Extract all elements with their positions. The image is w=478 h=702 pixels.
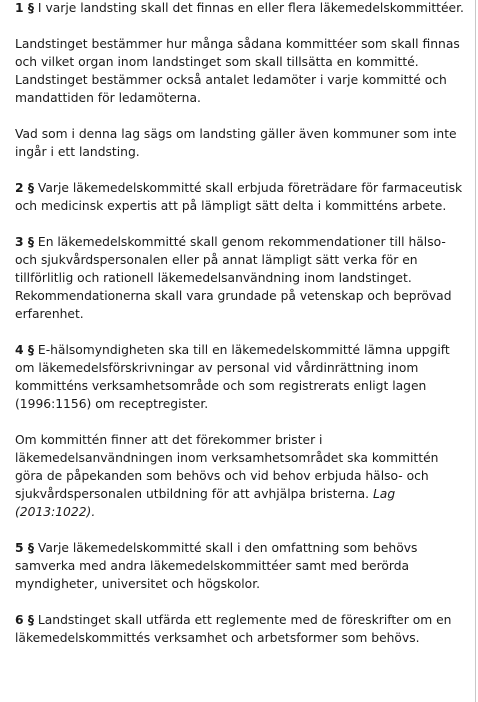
section-number: 1 § [15, 1, 34, 15]
paragraph-text: Vad som i denna lag sägs om landsting gäller även kommuner som inte ingår i ett landsting. [15, 127, 457, 159]
paragraph-text: E-hälsomyndigheten ska till en läkemedelskommitté lämna uppgift om läkemedelsförskrivningar av personal vid vårdinrättning inom kommitténs verksamhetsområde och som registrerats enligt lagen (1996:1156) om receptregister. [15, 343, 450, 411]
paragraph-5 [15, 539, 467, 593]
paragraph-text: Om kommittén finner att det förekommer brister i läkemedelsanvändningen inom verksamhetsområdet ska kommittén göra de påpekanden som behövs och vid behov erbjuda hälso- och sjukvårdspersonalen utbildning för att avhjälpa bristerna. [15, 433, 439, 501]
section-number: 4 § [15, 343, 34, 357]
paragraph-1 [15, 0, 467, 17]
paragraph-text: Landstinget bestämmer hur många sådana kommittéer som skall finnas och vilket organ inom landstinget som skall tillsätta en kommitté. Landstinget bestämmer också antalet ledamöter i varje kommitté och mandattiden för ledamöterna. [15, 37, 460, 105]
section-number: 6 § [15, 613, 34, 627]
paragraph-4-part-2 [15, 431, 467, 521]
paragraph-1-part-2 [15, 35, 467, 107]
paragraph-text: Varje läkemedelskommitté skall i den omfattning som behövs samverka med andra läkemedelskommittéer samt med berörda myndigheter, universitet och högskolor. [15, 541, 418, 591]
paragraph-2 [15, 179, 467, 215]
section-number: 3 § [15, 235, 34, 249]
paragraph-text: Landstinget skall utfärda ett reglemente med de föreskrifter om en läkemedelskommittés verksamhet och arbetsformer som behövs. [15, 613, 452, 645]
section-number: 2 § [15, 181, 34, 195]
section-number: 5 § [15, 541, 34, 555]
paragraph-3 [15, 233, 467, 323]
paragraph-text: En läkemedelskommitté skall genom rekommendationer till hälso- och sjukvårdspersonalen eller på annat lämpligt sätt verka för en tillförlitlig och rationell läkemedelsanvändning inom landstinget. Rekommendationerna skall vara grundade på vetenskap och beprövad erfarenhet. [15, 235, 452, 321]
amendment-reference: Lag (2013:1022). [15, 487, 396, 519]
paragraph-text: I varje landsting skall det finnas en eller flera läkemedelskommittéer. [37, 1, 464, 15]
paragraph-text: Varje läkemedelskommitté skall erbjuda företrädare för farmaceutisk och medicinsk expertis att på lämpligt sätt delta i kommitténs arbete. [15, 181, 463, 213]
paragraph-4 [15, 341, 467, 413]
law-text [15, 0, 467, 665]
paragraph-1-part-3 [15, 125, 467, 161]
paragraph-6 [15, 611, 467, 647]
